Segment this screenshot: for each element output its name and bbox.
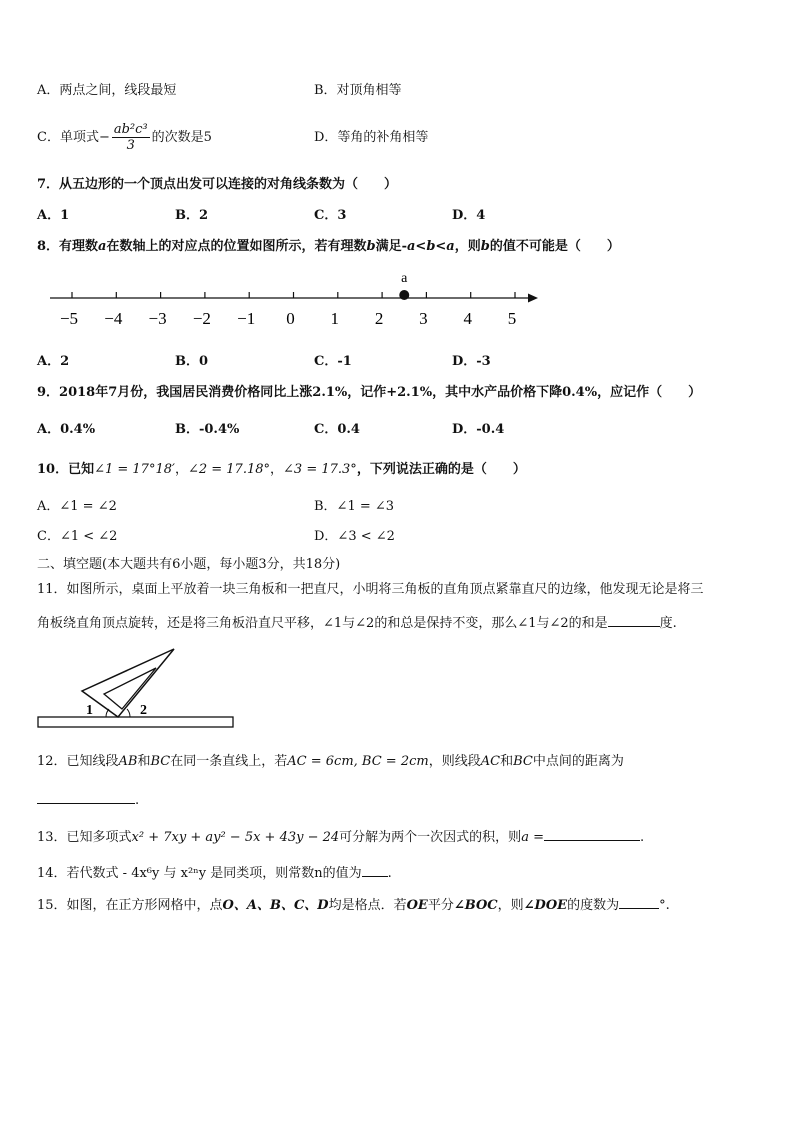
number-line-tick-label: 1 (330, 309, 340, 328)
fraction-denominator: 3 (126, 138, 135, 153)
q12-segment: BC (513, 754, 533, 769)
q10-option-a: A．∠1 = ∠2 (37, 499, 117, 514)
q6-option-c-minus: − (98, 130, 110, 145)
q13-text: 13．已知多项式 (37, 830, 132, 845)
q8-stem-part: 8．有理数 (37, 239, 99, 254)
q6-option-b: B．对顶角相等 (314, 83, 402, 98)
q6-option-c (37, 120, 212, 156)
ruler-icon (38, 717, 233, 727)
q15-oe: OE (406, 898, 428, 913)
number-line-tick-label: 3 (419, 309, 428, 328)
q12-text: 中点间的距离为 (532, 754, 624, 769)
q10-angle-2: ∠2 = 17.18° (187, 462, 271, 477)
q13-end: . (639, 830, 645, 845)
q15-text: ，则 (497, 898, 524, 913)
number-line-tick-label: 5 (507, 309, 517, 328)
q8-stem-part: 的值不可能是（ ） (489, 239, 620, 254)
q11-text: 度. (659, 616, 677, 631)
number-line-tick-label: −3 (148, 309, 167, 328)
q8-option-d: D．-3 (452, 354, 491, 369)
q6-option-d: D．等角的补角相等 (314, 130, 429, 145)
number-line-tick-label: −5 (59, 309, 79, 328)
q8-inequality: a<b<a (407, 239, 455, 254)
q11-figure (34, 645, 244, 735)
q11-line1: 11．如图所示，桌面上平放着一块三角板和一把直尺，小明将三角板的直角顶点紧靠直尺的边缘，他发现无论是将三 (37, 582, 704, 597)
q15-text: 均是格点．若 (328, 898, 407, 913)
q10-sep: ， (270, 462, 284, 477)
q15-text: 15．如图，在正方形网格中，点 (37, 898, 223, 913)
q6-option-a: A．两点之间，线段最短 (37, 83, 177, 98)
q15-angle-boc: ∠BOC (453, 898, 498, 913)
number-line-tick-label: −2 (192, 309, 211, 328)
angle-2-arc (127, 709, 130, 717)
number-line-tick-label: 4 (463, 309, 472, 328)
q8-stem-part: 满足- (375, 239, 407, 254)
number-line-labels (60, 309, 516, 328)
q8-var-a: a (98, 239, 107, 254)
q13-polynomial: x² + 7xy + ay² − 5x + 43y − 24 (131, 830, 340, 845)
q14-end: . (387, 866, 392, 881)
q10-option-c: C．∠1 < ∠2 (37, 529, 118, 544)
number-line-ticks (72, 292, 515, 298)
q7-option-b: B．2 (175, 208, 209, 223)
q8-option-b: B．0 (175, 354, 209, 369)
q10-stem-part: ，下列说法正确的是（ ） (356, 462, 526, 477)
number-line-tick-label: −4 (104, 309, 123, 328)
answer-blank (544, 826, 640, 841)
q12-end: . (135, 793, 140, 808)
q15-angle-doe: ∠DOE (523, 898, 568, 913)
q13-text: 可分解为两个一次因式的积，则 (339, 830, 522, 845)
q14-text: 14．若代数式 - 4x⁶y 与 x²ⁿy 是同类项，则常数n的值为 (37, 866, 362, 881)
q12-text: ，则线段 (428, 754, 481, 769)
q8-option-a: A．2 (37, 354, 70, 369)
q12-segment: AB (118, 754, 138, 769)
q12-text: 在同一条直线上，若 (170, 754, 288, 769)
q8-stem-part: 在数轴上的对应点的位置如图所示，若有理数 (106, 239, 367, 254)
angle-1-label: 1 (86, 703, 93, 718)
q6-option-c-fraction (112, 122, 150, 153)
q9-stem: 9．2018年7月份，我国居民消费价格同比上涨2.1%，记作+2.1%，其中水产品价格下降0.4%，应记作（ ） (37, 385, 702, 400)
q7-option-c: C．3 (314, 208, 347, 223)
q8-stem-part: ，则 (454, 239, 481, 254)
q14-stem (37, 862, 392, 883)
q12-answer-line (37, 789, 139, 810)
q6-option-c-suffix: 的次数是5 (151, 130, 212, 145)
number-line-tick-label: 2 (374, 309, 384, 328)
q11-text: 角板绕直角顶点旋转，还是将三角板沿直尺平移，∠1与∠2的和总是保持不变，那么∠1与∠2的和是 (37, 616, 608, 631)
q8-var-b: b (480, 239, 490, 254)
q10-stem-part: 10．已知 (37, 462, 95, 477)
answer-blank (619, 894, 659, 909)
q10-angle-1: ∠1 = 17°18′ (94, 462, 175, 477)
triangle-ruler-outer-icon (82, 649, 174, 717)
number-line-point-a (399, 290, 409, 300)
q8-stem (37, 238, 620, 256)
q10-option-d: D．∠3 < ∠2 (314, 529, 395, 544)
q9-option-d: D．-0.4 (452, 422, 505, 437)
q12-stem (37, 753, 624, 771)
q12-text: 和 (500, 754, 514, 769)
q12-condition: AC = 6cm, BC = 2cm (287, 754, 429, 769)
q6-option-c-prefix: C．单项式 (37, 130, 99, 145)
angle-2-label: 2 (140, 703, 147, 718)
q13-stem (37, 826, 644, 847)
answer-blank (37, 789, 135, 804)
q9-option-b: B．-0.4% (175, 422, 240, 437)
number-line-tick-label: 0 (286, 309, 295, 328)
q7-option-a: A．1 (37, 208, 70, 223)
q7-option-d: D．4 (452, 208, 486, 223)
angle-1-arc (106, 709, 109, 717)
q10-angle-3: ∠3 = 17.3° (283, 462, 357, 477)
q10-option-b: B．∠1 = ∠3 (314, 499, 395, 514)
q13-var: a = (521, 830, 544, 845)
number-line-tick-label: −1 (237, 309, 256, 328)
q11-line2 (37, 612, 677, 633)
q8-number-line (0, 262, 794, 332)
number-line-arrow-icon (528, 294, 538, 303)
q12-text: 和 (137, 754, 151, 769)
q15-text: 平分 (427, 898, 454, 913)
q15-text: 的度数为 (567, 898, 620, 913)
q12-segment: AC (480, 754, 501, 769)
q15-stem (37, 894, 670, 915)
q15-end: °. (659, 898, 670, 913)
answer-blank (362, 862, 388, 877)
answer-blank (608, 612, 660, 627)
q10-stem (37, 461, 526, 479)
fraction-numerator: ab²c³ (113, 122, 148, 137)
q7-stem: 7．从五边形的一个顶点出发可以连接的对角线条数为（ ） (37, 177, 398, 192)
number-line-point-label: a (401, 271, 408, 286)
section-title: 二、填空题(本大题共有6小题，每小题3分，共18分) (37, 557, 341, 572)
q12-segment: BC (150, 754, 171, 769)
q9-option-c: C．0.4 (314, 422, 360, 437)
q9-option-a: A．0.4% (37, 422, 96, 437)
q8-var-b: b (366, 239, 376, 254)
q8-option-c: C．-1 (314, 354, 352, 369)
q12-text: 12．已知线段 (37, 754, 119, 769)
q10-sep: ， (174, 462, 188, 477)
q15-points: O、A、B、C、D (222, 898, 329, 913)
